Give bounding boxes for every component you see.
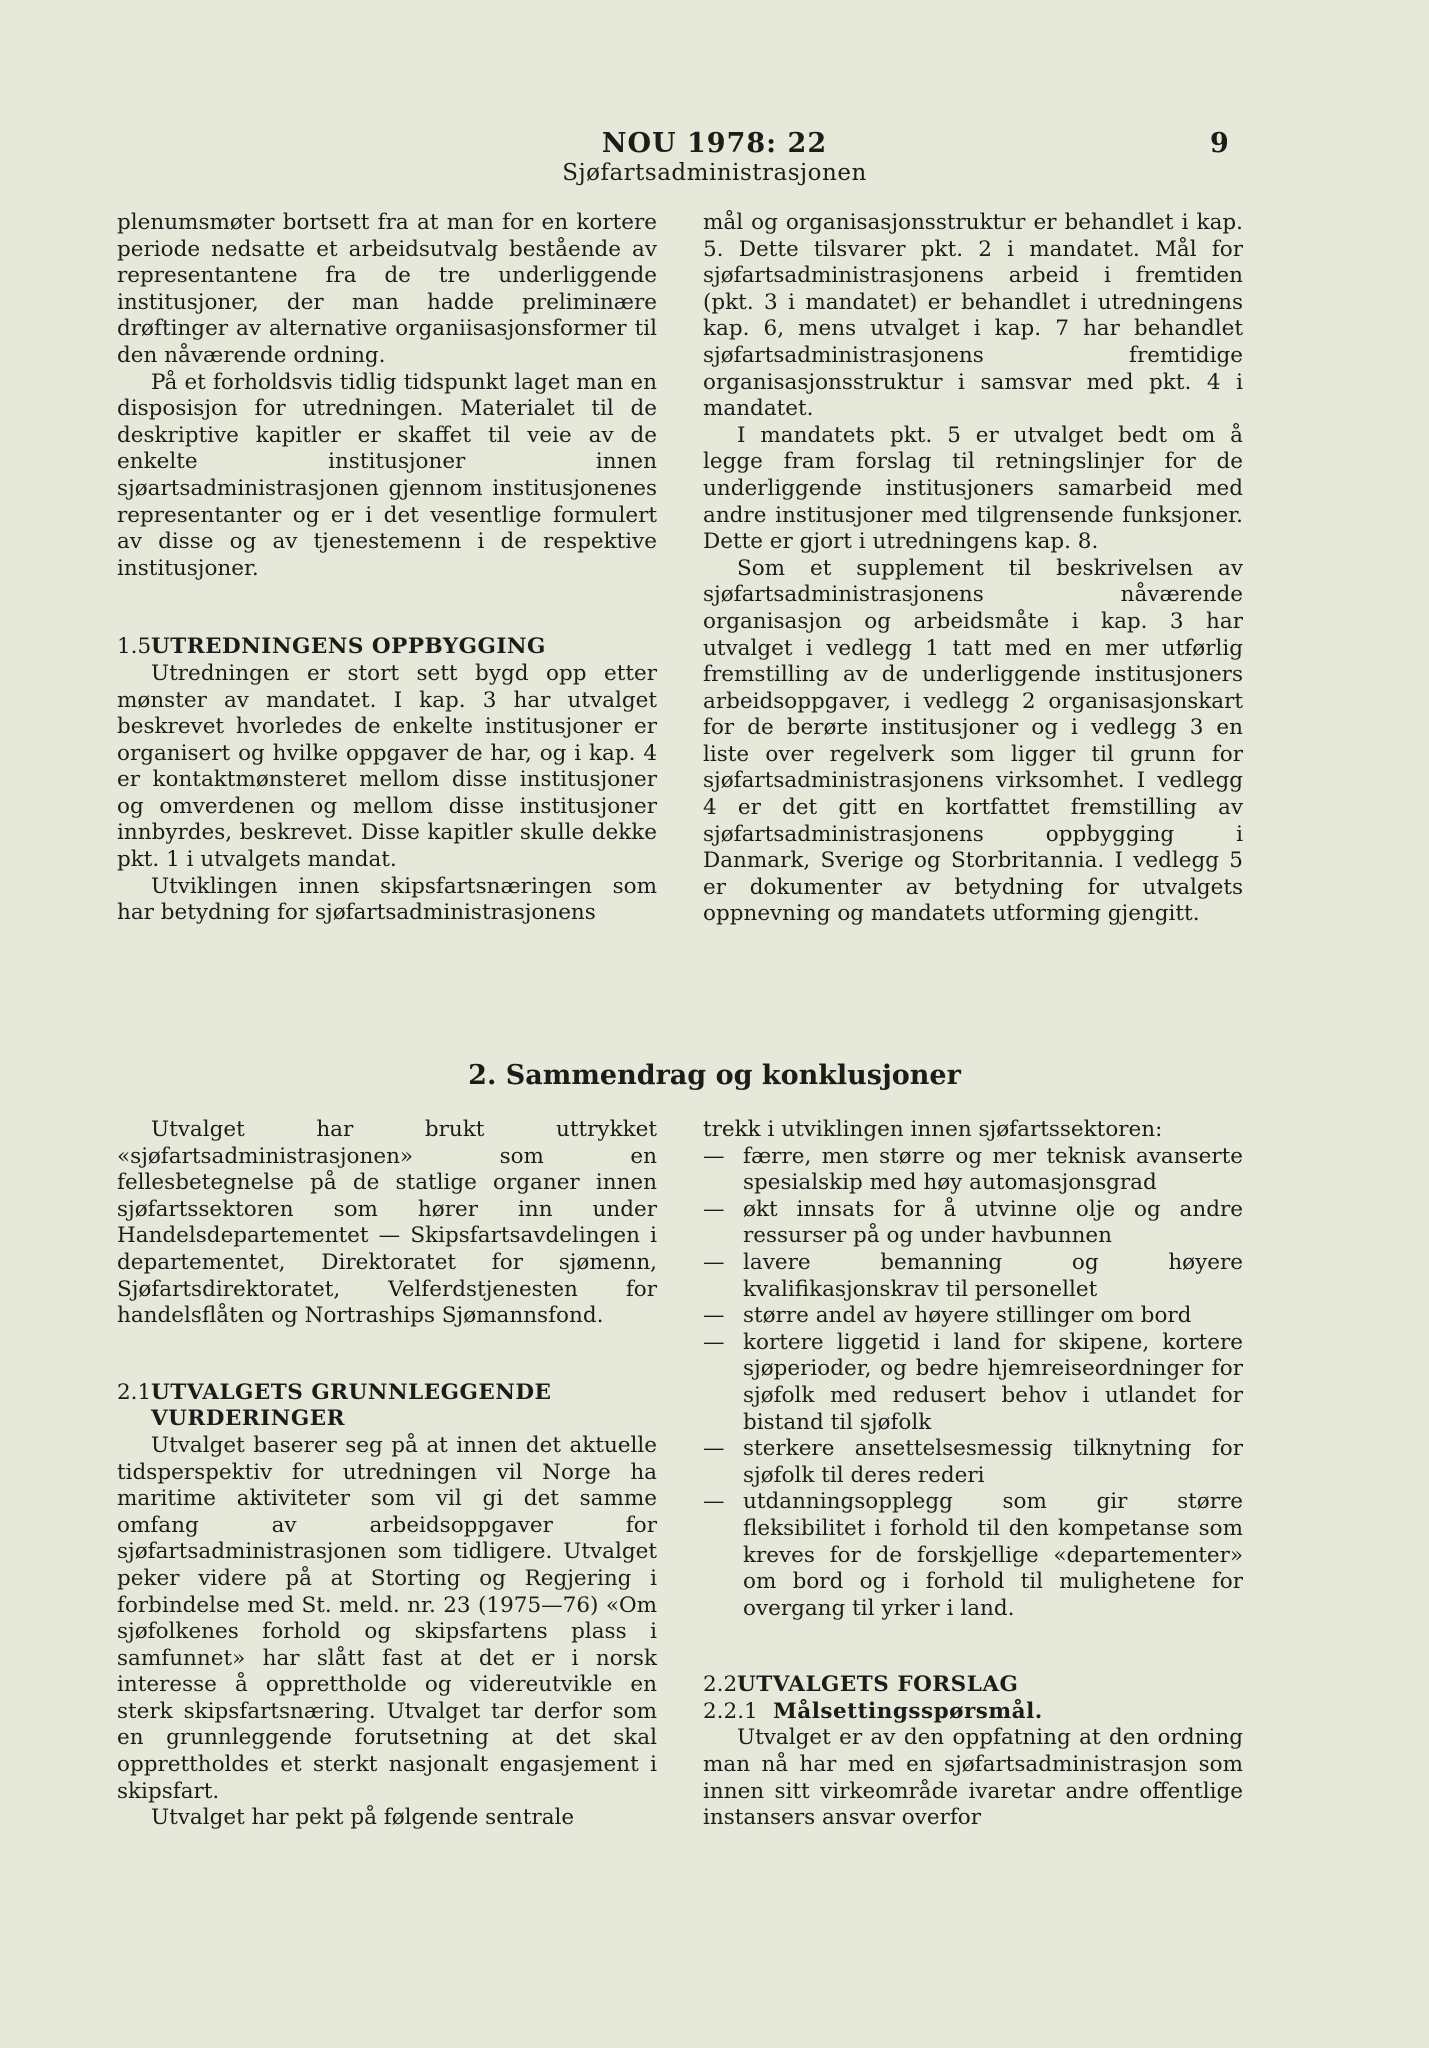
bottom-right-column bbox=[703, 1117, 1243, 1832]
paragraph: Utviklingen innen skipsfartsnæringen som har betydning for sjøfartsadministrasjonens bbox=[117, 873, 657, 926]
bottom-left-column bbox=[117, 1117, 657, 1832]
dash-marker: — bbox=[703, 1196, 725, 1222]
section-number: 2.2 bbox=[703, 1672, 738, 1698]
list-item: — kortere liggetid i land for skipene, kortere sjøperioder, og bedre hjemreiseordninger for sjøfolk med redusert behov i utlandet for bistand til sjøfolk bbox=[703, 1329, 1243, 1435]
paragraph: Som et supplement til beskrivelsen av sjøfartsadministrasjonens nåværende organisasjon og arbeidsmåte i kap. 3 har utvalget i vedlegg 1 tatt med en mer utførlig fremstilling av de underliggende institusjoners arbeidsoppgaver, i vedlegg 2 organisasjonskart for de berørte institusjoner og i vedlegg 3 en liste over regelverk som ligger til grunn for sjøfartsadministrasjonens virksomhet. I vedlegg 4 er det gitt en kortfattet fremstilling av sjøfartsadministrasjonens oppbygging i Danmark, Sverige og Storbritannia. I vedlegg 5 er dokumenter av betydning for utvalgets oppnevning og mandatets utforming gjengitt. bbox=[703, 555, 1243, 927]
list-item: — færre, men større og mer teknisk avanserte spesialskip med høy automasjonsgrad bbox=[703, 1143, 1243, 1196]
chapter-title: 2. Sammendrag og konklusjoner bbox=[468, 1060, 961, 1091]
subsection-number: 2.2.1 bbox=[703, 1698, 758, 1724]
dash-marker: — bbox=[703, 1249, 725, 1275]
section-number: 2.1 bbox=[117, 1379, 152, 1405]
paragraph: Utvalget har brukt uttrykket «sjøfartsadministrasjonen» som en fellesbetegnelse på de statlige organer innen sjøfartssektoren som hører inn under Handelsdepartementet — Skipsfartsavdelingen i departementet, Direktoratet for sjømenn, Sjøfartsdirektoratet, Velferdstjenesten for handelsflåten og Nortraships Sjømannsfond. bbox=[117, 1117, 657, 1329]
section-title: UTVALGETS FORSLAG bbox=[737, 1672, 1019, 1698]
paragraph: Utvalget er av den oppfatning at den ordning man nå har med en sjøfartsadministrasjon som innen sitt virkeområde ivaretar andre offentlige instansers ansvar overfor bbox=[703, 1725, 1243, 1831]
running-header-title: NOU 1978: 22 bbox=[601, 128, 828, 159]
paragraph: Utvalget har pekt på følgende sentrale bbox=[151, 1805, 575, 1831]
dash-marker: — bbox=[703, 1143, 725, 1169]
paragraph: Utvalget baserer seg på at innen det aktuelle tidsperspektiv for utredningen vil Norge ha maritime aktiviteter som vil gi det samme omfang av arbeidsoppgaver for sjøfartsadministrasjonen som tidligere. Utvalget peker videre på at Storting og Regjering i forbindelse med St. meld. nr. 23 (1975—76) «Om sjøfolkenes forhold og skipsfartens plass i samfunnet» har slått fast at det er i norsk interesse å opprettholde og videreutvikle en sterk skipsfartsnæring. Utvalget tar derfor som en grunnleggende forutsetning at det skal opprettholdes et sterkt nasjonalt engasjement i skipsfart. bbox=[117, 1432, 657, 1804]
list-item: — større andel av høyere stillinger om bord bbox=[703, 1303, 1192, 1329]
page-number: 9 bbox=[1210, 128, 1229, 159]
list-item: — økt innsats for å utvinne olje og andre ressurser på og under havbunnen bbox=[703, 1196, 1243, 1249]
top-left-column bbox=[117, 210, 657, 927]
section-heading-2-1 bbox=[117, 1380, 657, 1433]
dash-marker: — bbox=[703, 1436, 725, 1462]
subsection-title: Målsettingsspørsmål. bbox=[773, 1698, 1043, 1724]
running-header-subtitle: Sjøfartsadministrasjonen bbox=[562, 160, 867, 186]
paragraph: mål og organisasjonsstruktur er behandlet i kap. 5. Dette tilsvarer pkt. 2 i mandatet. Mål for sjøfartsadministrasjonens arbeid i fremtiden (pkt. 3 i mandatet) er behandlet i utredningens kap. 6, mens utvalget i kap. 7 har behandlet sjøfartsadministrasjonens fremtidige organisasjonsstruktur i samsvar med pkt. 4 i mandatet. bbox=[703, 210, 1243, 422]
top-right-column bbox=[703, 210, 1243, 928]
paragraph: Utredningen er stort sett bygd opp etter mønster av mandatet. I kap. 3 har utvalget beskrevet hvorledes de enkelte institusjoner er organisert og hvilke oppgaver de har, og i kap. 4 er kontaktmønsteret mellom disse institusjoner og omverdenen og mellom disse institusjoner innbyrdes, beskrevet. Disse kapitler skulle dekke pkt. 1 i utvalgets mandat. bbox=[117, 660, 657, 873]
trend-list bbox=[703, 1144, 1243, 1623]
section-title-line-1: UTVALGETS GRUNNLEGGENDE bbox=[151, 1379, 552, 1405]
dash-marker: — bbox=[703, 1489, 725, 1515]
list-item: — sterkere ansettelsesmessig tilknytning for sjøfolk til deres rederi bbox=[703, 1436, 1243, 1488]
list-item: — lavere bemanning og høyere kvalifikasjonskrav til personellet bbox=[703, 1249, 1243, 1302]
dash-marker: — bbox=[703, 1303, 725, 1329]
dash-marker: — bbox=[703, 1329, 725, 1355]
list-item: — utdanningsopplegg som gir større fleksibilitet i forhold til den kompetanse som kreves for de forskjellige «departementer» om bord og i forhold til mulighetene for overgang til yrker i land. bbox=[703, 1489, 1243, 1621]
section-number: 1.5 bbox=[117, 634, 152, 660]
section-heading-2-2 bbox=[703, 1672, 1243, 1699]
section-heading-1-5 bbox=[117, 634, 657, 661]
paragraph: trekk i utviklingen innen sjøfartssektoren: bbox=[703, 1117, 1163, 1142]
paragraph: plenumsmøter bortsett fra at man for en kortere periode nedsatte et arbeidsutvalg bestående av representantene fra de tre underliggende institusjoner, der man hadde preliminære drøftinger av alternative organiisasjonsformer til den nåværende ordning. bbox=[117, 210, 657, 368]
section-title-line-2: VURDERINGER bbox=[151, 1406, 346, 1432]
section-title: UTREDNINGENS OPPBYGGING bbox=[151, 634, 546, 660]
paragraph: I mandatets pkt. 5 er utvalget bedt om å legge fram forslag til retningslinjer for de underliggende institusjoners samarbeid med andre institusjoner med tilgrensende funksjoner. Dette er gjort i utredningens kap. 8. bbox=[703, 422, 1243, 555]
paragraph: På et forholdsvis tidlig tidspunkt laget man en disposisjon for utredningen. Materialet til de deskriptive kapitler er skaffet til veie av de enkelte institusjoner innen sjøartsadministrasjonen gjennom institusjonenes representanter og er i det vesentlige formulert av disse og av tjenestemenn i de respektive institusjoner. bbox=[117, 369, 657, 581]
subsection-heading-2-2-1 bbox=[703, 1699, 1243, 1726]
